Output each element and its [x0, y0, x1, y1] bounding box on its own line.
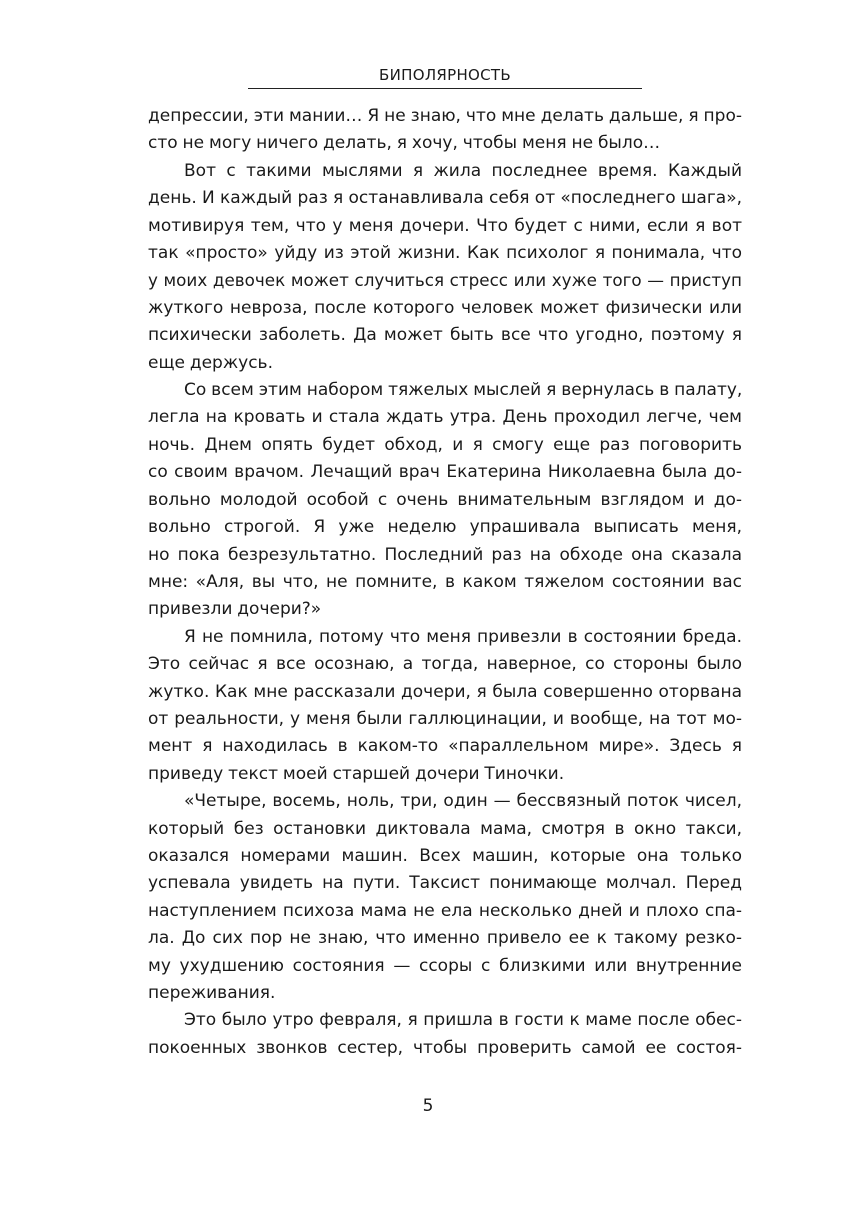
text-line: Вот с такими мыслями я жила последнее время. Каждый [184, 160, 742, 181]
text-line: Со всем этим набором тяжелых мыслей я вернулась в палату, [184, 380, 743, 401]
text-line: вольно строгой. Я уже неделю упрашивала выписать меня, [148, 517, 742, 538]
text-line: от реальности, у меня были галлюцинации, и вообще, на тот мо- [148, 708, 742, 729]
text-line: Я не помнила, потому что меня привезли в состоянии бреда. [184, 626, 742, 647]
text-line: депрессии, эти мании… Я не знаю, что мне делать дальше, я про- [148, 106, 742, 126]
text-line: мотивируя тем, что у меня дочери. Что будет с ними, если я вот [148, 215, 742, 236]
text-line: приведу текст моей старшей дочери Тиночки. [148, 763, 565, 784]
text-line: вольно молодой особой с очень внимательным взглядом и до- [148, 489, 742, 510]
page-number: 5 [422, 1096, 434, 1116]
text-line: Это сейчас я все осознаю, а тогда, наверное, со стороны было [148, 654, 742, 675]
text-line: жуткого невроза, после которого человек может физически или [148, 297, 742, 318]
text-line: психически заболеть. Да может быть все что угодно, поэтому я [148, 325, 742, 346]
text-line: ночь. Днем опять будет обход, и я смогу еще раз поговорить [148, 434, 742, 455]
text-line: легла на кровать и стала ждать утра. День проходил легче, чем [148, 407, 742, 428]
text-line: переживания. [148, 983, 276, 1003]
text-line: мент я находилась в каком-то «параллельном мире». Здесь я [148, 736, 742, 757]
text-line: покоенных звонков сестер, чтобы проверить самой ее состоя- [148, 1037, 742, 1058]
text-line: у моих девочек может случиться стресс или хуже того — приступ [148, 270, 742, 291]
text-line: еще держусь. [148, 352, 273, 373]
body-text [148, 103, 742, 1062]
text-line: мне: «Аля, вы что, не помните, в каком тяжелом состоянии вас [148, 571, 742, 592]
running-title: БИПОЛЯРНОСТЬ [379, 66, 511, 84]
text-line: со своим врачом. Лечащий врач Екатерина Николаевна была до- [148, 462, 742, 483]
text-line: Это было утро февраля, я пришла в гости к маме после обес- [184, 1010, 742, 1031]
header-rule [248, 88, 642, 89]
text-line: день. И каждый раз я останавливала себя от «последнего шага», [148, 188, 742, 209]
text-line: так «просто» уйду из этой жизни. Как психолог я понимала, что [148, 243, 742, 264]
text-line: жутко. Как мне рассказали дочери, я была совершенно оторвана [148, 681, 742, 702]
text-line: сто не могу ничего делать, я хочу, чтобы меня не было… [148, 133, 661, 154]
text-line: но пока безрезультатно. Последний раз на обходе она сказала [148, 544, 742, 565]
text-line: «Четыре, восемь, ноль, три, один — бессвязный поток чисел, [184, 791, 742, 812]
text-line: оказался номерами машин. Всех машин, которые она только [148, 845, 742, 866]
text-line: который без остановки диктовала мама, смотря в окно такси, [148, 818, 742, 839]
text-line: ла. До сих пор не знаю, что именно привело ее к такому резко- [148, 928, 742, 949]
text-line: успевала увидеть на пути. Таксист понимающе молчал. Перед [148, 873, 742, 894]
text-line: наступлением психоза мама не ела несколько дней и плохо спа- [148, 900, 742, 921]
page-header [248, 64, 642, 89]
text-line: привезли дочери?» [148, 599, 322, 620]
text-line: му ухудшению состояния — ссоры с близкими или внутренние [148, 955, 742, 976]
